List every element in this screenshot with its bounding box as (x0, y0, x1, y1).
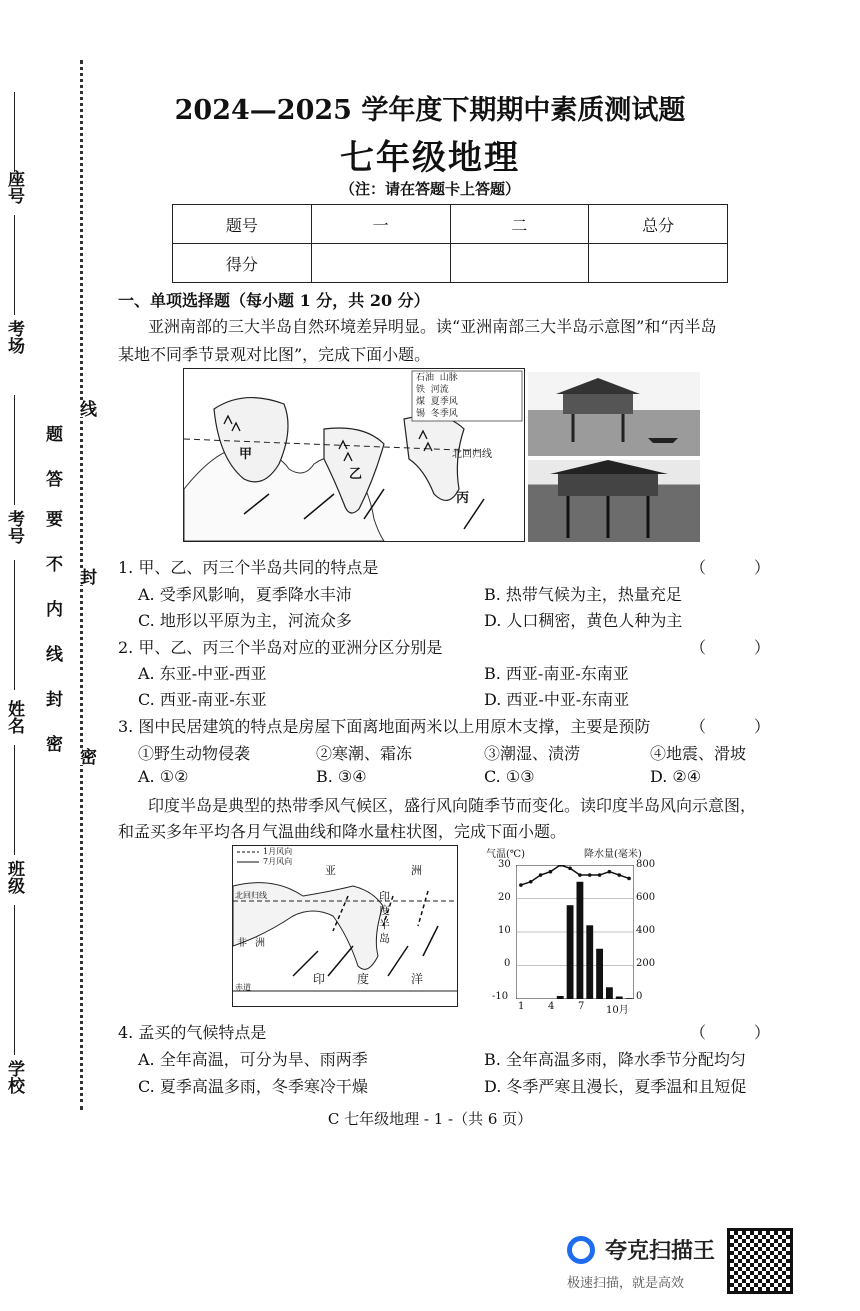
score-input-cell[interactable] (589, 244, 728, 283)
brand-slogan: 极速扫描，就是高效 (567, 1276, 685, 1291)
intro-1-line2: 某地不同季节景观对比图”，完成下面小题。 (118, 345, 431, 364)
section-title: 一、单项选择题（每小题 1 分，共 20 分） (118, 291, 430, 310)
school-label: 学校 (4, 1060, 24, 1094)
seal-word-6: 要 (42, 510, 62, 527)
seal-dotted-line (80, 60, 83, 1110)
q2-option-c[interactable]: C. 西亚-南亚-东亚 (138, 690, 267, 709)
q3-item-3: ③潮湿、渍涝 (484, 744, 581, 763)
temperature-point (568, 867, 572, 871)
q4-option-c[interactable]: C. 夏季高温多雨，冬季寒冷干燥 (138, 1077, 368, 1096)
q4-option-a[interactable]: A. 全年高温，可分为旱、雨两季 (138, 1050, 368, 1069)
brand-name: 夸克扫描王 (605, 1239, 716, 1264)
exam-no-label: 考号 (4, 510, 24, 544)
chart-left-tick: 20 (498, 892, 511, 903)
school-line (14, 905, 17, 1055)
q1-option-b[interactable]: B. 热带气候为主，热量充足 (484, 585, 682, 604)
precipitation-bar (577, 882, 584, 999)
score-table-row (173, 205, 728, 244)
exam-title: 2024—2025 学年度下期期中素质测试题 (174, 95, 686, 126)
temperature-point (608, 870, 612, 874)
temperature-point (539, 873, 543, 877)
seal-word-8: 题 (42, 425, 62, 442)
name-line (14, 560, 17, 690)
score-table (172, 204, 728, 283)
chart-right-tick: 800 (636, 859, 656, 870)
seal-word-4: 内 (42, 600, 62, 617)
class-label: 班级 (4, 860, 24, 894)
temperature-point (529, 880, 533, 884)
map2-label-zhou2: 洲 (255, 938, 265, 949)
chart-ylabel-right: 降水量(毫米) (584, 849, 642, 860)
temperature-line (521, 865, 629, 885)
chart-x-tick: 1 (518, 1001, 525, 1012)
intro-1-line1: 亚洲南部的三大半岛自然环境差异明显。读“亚洲南部三大半岛示意图”和“丙半岛 (148, 317, 717, 336)
room-label: 考场 (4, 320, 24, 354)
precipitation-bar (557, 996, 564, 999)
india-wind-map (232, 845, 458, 1007)
stilt-house-photo-dry (528, 372, 700, 456)
legend-summer-monsoon: 夏季风 (430, 397, 458, 407)
seal-mark-xian: 线 (74, 400, 99, 417)
climate-plot (516, 865, 634, 999)
score-input-cell[interactable] (311, 244, 450, 283)
map2-legend-jul: 7月风向 (263, 857, 293, 866)
seal-mark-feng: 封 (74, 568, 99, 585)
map1-legend (416, 372, 522, 420)
chart-right-tick: 400 (636, 925, 656, 936)
q3-item-4: ④地震、滑坡 (650, 744, 747, 763)
legend-coal: 煤 (416, 397, 426, 407)
score-input-cell[interactable] (450, 244, 589, 283)
temperature-point (627, 877, 631, 881)
chart-left-tick: -10 (492, 991, 509, 1002)
precipitation-bar (606, 987, 613, 999)
quark-logo-icon (567, 1236, 595, 1264)
q1-option-d[interactable]: D. 人口稠密，黄色人种为主 (484, 611, 683, 630)
map2-label-dao: 岛 (379, 932, 390, 945)
q4-answer-slot[interactable]: （ ） (690, 1023, 771, 1042)
q3-option-b[interactable]: B. ③④ (316, 767, 367, 786)
precipitation-bar (616, 996, 623, 999)
legend-oil: 石油 (416, 373, 435, 383)
label-yi: 乙 (349, 467, 363, 482)
legend-tin: 锡 (416, 409, 426, 419)
temperature-point (519, 883, 523, 887)
precipitation-bar (626, 998, 633, 999)
seal-word-7: 答 (42, 470, 62, 487)
label-bing: 丙 (456, 491, 470, 506)
q4-option-d[interactable]: D. 冬季严寒且漫长，夏季温和且短促 (484, 1077, 747, 1096)
precipitation-bar (567, 905, 574, 999)
scanner-watermark (565, 1228, 805, 1294)
map2-label-equator: 赤道 (235, 983, 251, 992)
q3-option-c[interactable]: C. ①③ (484, 767, 535, 786)
page-footer: C 七年级地理 - 1 -（共 6 页） (327, 1110, 533, 1128)
map2-label-du: 度 (379, 904, 390, 917)
temperature-point (598, 873, 602, 877)
map2-label-tropic: 北回归线 (235, 891, 267, 900)
seal-word-5: 不 (42, 555, 62, 572)
chart-left-tick: 30 (498, 859, 511, 870)
q3-item-2: ②寒潮、霜冻 (316, 744, 413, 763)
exam-no-line (14, 395, 17, 505)
score-cell: 总分 (589, 205, 728, 244)
score-table-row (173, 244, 728, 283)
seal-word-2: 封 (42, 690, 62, 707)
chart-right-tick: 200 (636, 958, 656, 969)
class-line (14, 745, 17, 855)
q2-answer-slot[interactable]: （ ） (690, 638, 771, 657)
q3-stem: 3. 图中民居建筑的特点是房屋下面离地面两米以上用原木支撑，主要是预防 (118, 717, 651, 736)
q3-answer-slot[interactable]: （ ） (690, 717, 771, 736)
temperature-point (588, 873, 592, 877)
q3-item-1: ①野生动物侵袭 (138, 744, 251, 763)
map2-legend-jan: 1月风向 (263, 847, 293, 856)
score-cell: 二 (450, 205, 589, 244)
chart-ylabel-left: 气温(℃) (486, 849, 525, 860)
q3-option-d[interactable]: D. ②④ (650, 767, 702, 786)
legend-mountain: 山脉 (439, 373, 458, 383)
score-cell: 一 (311, 205, 450, 244)
map2-label-ban: 半 (379, 918, 390, 931)
map2-label-ocean1: 印 (313, 972, 326, 986)
legend-river: 河流 (430, 385, 449, 395)
room-line (14, 215, 17, 315)
label-jia: 甲 (239, 447, 253, 462)
chart-x-tick: 7 (578, 1001, 585, 1012)
subject-title: 七年级地理 (340, 138, 520, 178)
map2-label-ya: 亚 (325, 864, 336, 877)
q2-stem: 2. 甲、乙、丙三个半岛对应的亚洲分区分别是 (118, 638, 443, 657)
map2-label-zhou: 洲 (411, 864, 422, 877)
south-asia-peninsula-map (183, 368, 525, 542)
map2-label-ocean3: 洋 (411, 972, 424, 986)
temperature-point (549, 870, 553, 874)
q3-option-a[interactable]: A. ①② (138, 767, 189, 786)
q4-option-b[interactable]: B. 全年高温多雨，降水季节分配均匀 (484, 1050, 746, 1069)
intro-2-line2: 和孟买多年平均各月气温曲线和降水量柱状图，完成下面小题。 (118, 822, 567, 841)
chart-right-tick: 0 (636, 991, 643, 1002)
q1-option-a[interactable]: A. 受季风影响，夏季降水丰沛 (138, 585, 352, 604)
q1-stem: 1. 甲、乙、丙三个半岛共同的特点是 (118, 558, 379, 577)
chart-left-tick: 0 (504, 958, 511, 969)
chart-x-tick: 4 (548, 1001, 555, 1012)
chart-left-tick: 10 (498, 925, 511, 936)
answer-note: （注：请在答题卡上答题） (339, 180, 520, 198)
q2-option-d[interactable]: D. 西亚-中亚-东南亚 (484, 690, 630, 709)
legend-iron: 铁 (416, 385, 426, 395)
q4-stem: 4. 孟买的气候特点是 (118, 1023, 267, 1042)
map2-label-ocean2: 度 (357, 972, 370, 986)
qr-code-icon (727, 1228, 793, 1294)
legend-winter-monsoon: 冬季风 (430, 409, 458, 419)
stilt-house-photo-wet (528, 460, 700, 542)
label-tropic-cancer: 北回归线 (452, 449, 492, 460)
temperature-point (617, 873, 621, 877)
q1-answer-slot[interactable]: （ ） (690, 558, 771, 577)
q2-option-a[interactable]: A. 东亚-中亚-西亚 (138, 664, 267, 683)
temperature-point (578, 873, 582, 877)
chart-x-tick: 10月 (606, 1005, 629, 1016)
name-label: 姓名 (4, 700, 24, 734)
map2-label-yin: 印 (379, 890, 390, 903)
climate-chart (486, 845, 686, 1015)
seat-label: 座号 (4, 170, 24, 204)
seal-mark-mi: 密 (74, 748, 99, 765)
chart-right-tick: 600 (636, 892, 656, 903)
score-cell: 得分 (173, 244, 312, 283)
q1-option-c[interactable]: C. 地形以平原为主，河流众多 (138, 611, 352, 630)
precipitation-bar (596, 949, 603, 999)
intro-2-line1: 印度半岛是典型的热带季风气候区，盛行风向随季节而变化。读印度半岛风向示意图， (148, 796, 757, 815)
score-cell: 题号 (173, 205, 312, 244)
seal-word-1: 密 (42, 735, 62, 752)
map2-label-fei: 非 (237, 938, 247, 949)
q2-option-b[interactable]: B. 西亚-南亚-东南亚 (484, 664, 629, 683)
seal-word-3: 线 (42, 645, 62, 662)
precipitation-bar (586, 925, 593, 999)
